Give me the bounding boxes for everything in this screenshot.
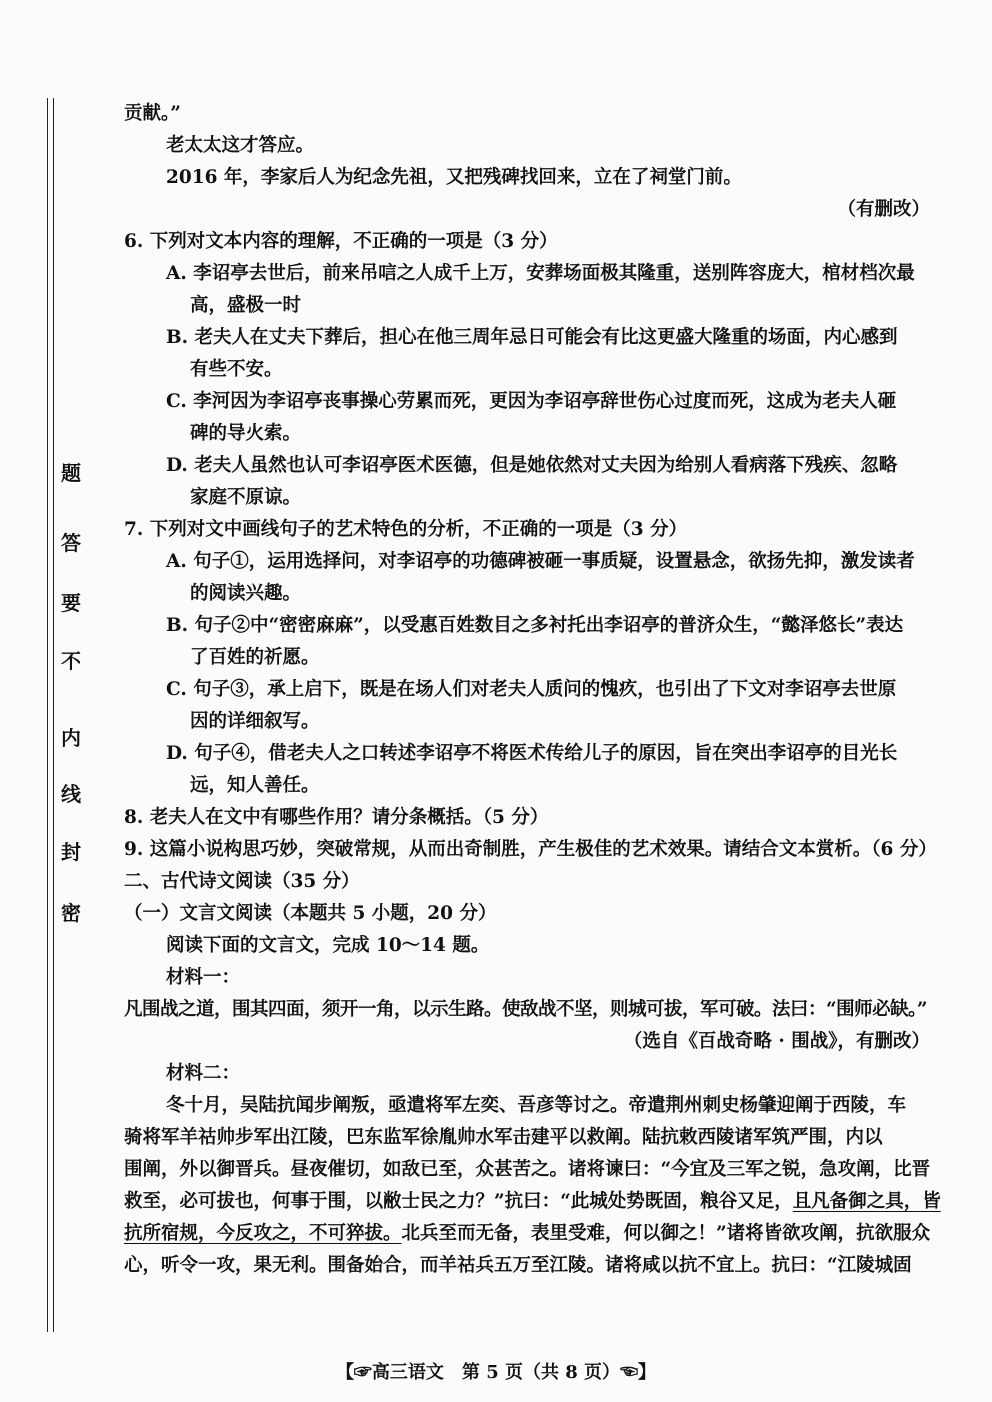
margin-char-8: 密 [61,901,81,925]
q7-option-b-cont: 了百姓的祈愿。 [190,647,320,668]
q7-option-a-cont: 的阅读兴趣。 [190,583,302,604]
q6-stem: 6. 下列对文本内容的理解，不正确的一项是（3 分） [124,231,558,252]
q7-option-b: B. 句子②中“密密麻麻”，以受惠百姓数目之多衬托出李诏亭的普济众生，“懿泽悠长”表达 [166,615,904,636]
margin-char-5: 内 [61,726,81,750]
binding-line-outer [47,98,48,1332]
margin-char-6: 线 [61,782,81,806]
q6-option-c: C. 李河因为李诏亭丧事操心劳累而死，更因为李诏亭辞世伤心过度而死，这成为老夫人砸 [166,391,897,412]
binding-line-inner [53,98,54,1332]
material-1-title: 材料一： [166,967,241,988]
q7-option-d: D. 句子④，借老夫人之口转述李诏亭不将医术传给儿子的原因，旨在突出李诏亭的目光长 [166,743,898,764]
instruction: 阅读下面的文言文，完成 10～14 题。 [166,935,490,956]
story-line-2: 老太太这才答应。 [166,135,315,156]
material-2-line-6: 心，听令一攻，果无利。围备始合，而羊祜兵五万至江陵。诸将咸以抗不宜上。抗曰：“江陵城固 [124,1255,912,1276]
q6-option-a-cont: 高，盛极一时 [190,295,302,316]
page-footer: 【☞高三语文 第 5 页（共 8 页）☜】 [335,1362,657,1383]
q7-option-c: C. 句子③，承上启下，既是在场人们对老夫人质问的愧疚，也引出了下文对李诏亭去世原 [166,679,897,700]
material-2-line-1: 冬十月，吴陆抗闻步阐叛，亟遣将军左奕、吾彦等讨之。帝遣荆州刺史杨肇迎阐于西陵，车 [166,1095,907,1116]
margin-char-2: 答 [61,531,81,555]
underlined-sentence-part-1: 且凡备御之具，皆 [792,1191,941,1212]
exam-page [124,98,941,1282]
q7-option-d-cont: 远，知人善任。 [190,775,320,796]
material-2-line-3: 围阐，外以御晋兵。昼夜催切，如敌已至，众甚苦之。诸将谏曰：“今宜及三军之锐，急攻阐，比晋 [124,1159,931,1180]
material-1-source: （选自《百战奇略 · 围战》，有删改） [623,1031,930,1052]
part-1-heading: （一）文言文阅读（本题共 5 小题，20 分） [124,903,497,924]
q6-option-d: D. 老夫人虽然也认可李诏亭医术医德，但是她依然对丈夫因为给别人看病落下残疾、忽略 [166,455,898,476]
margin-char-3: 要 [61,591,81,615]
material-2-line-4-text: 救至，必可拔也，何事于围，以敝士民之力？”抗曰：“此城处势既固，粮谷又足， [124,1191,793,1212]
q8: 8. 老夫人在文中有哪些作用？请分条概括。（5 分） [124,807,549,828]
q9: 9. 这篇小说构思巧妙，突破常规，从而出奇制胜，产生极佳的艺术效果。请结合文本赏析。（6 分） [124,839,937,860]
q6-option-b-cont: 有些不安。 [190,359,283,380]
story-line-3: 2016 年，李家后人为纪念先祖，又把残碑找回来，立在了祠堂门前。 [166,167,742,188]
margin-char-4: 不 [61,649,81,673]
q7-option-c-cont: 因的详细叙写。 [190,711,320,732]
q6-option-a: A. 李诏亭去世后，前来吊唁之人成千上万，安葬场面极其隆重，送别阵容庞大，棺材档次最 [166,263,915,284]
margin-char-1: 题 [61,461,81,485]
q6-option-d-cont: 家庭不原谅。 [190,487,302,508]
material-2-line-5-text: 北兵至而无备，表里受难，何以御之！”诸将皆欲攻阐，抗欲服众 [401,1223,931,1244]
material-2-line-4 [124,1186,941,1218]
q7-stem: 7. 下列对文中画线句子的艺术特色的分析，不正确的一项是（3 分） [124,519,688,540]
q6-option-c-cont: 碑的导火索。 [190,423,302,444]
story-line-1: 贡献。” [124,103,181,124]
material-2-line-5 [124,1218,930,1250]
underlined-sentence-part-2: 抗所宿规，今反攻之，不可猝拔。 [124,1223,402,1244]
material-2-title: 材料二： [166,1063,241,1084]
material-2-line-2: 骑将军羊祜帅步军出江陵，巴东监军徐胤帅水军击建平以救阐。陆抗敕西陵诸军筑严围，内以 [124,1127,883,1148]
section-2-heading: 二、古代诗文阅读（35 分） [124,871,360,892]
story-note: （有删改） [837,199,930,220]
material-1-text: 凡围战之道，围其四面，须开一角，以示生路。使敌战不坚，则城可拔，军可破。法曰：“围师必缺。” [124,999,928,1020]
q7-option-a: A. 句子①，运用选择问，对李诏亭的功德碑被砸一事质疑，设置悬念，欲扬先抑，激发读者 [166,551,915,572]
q6-option-b: B. 老夫人在丈夫下葬后，担心在他三周年忌日可能会有比这更盛大隆重的场面，内心感到 [166,327,898,348]
margin-char-7: 封 [61,840,81,864]
